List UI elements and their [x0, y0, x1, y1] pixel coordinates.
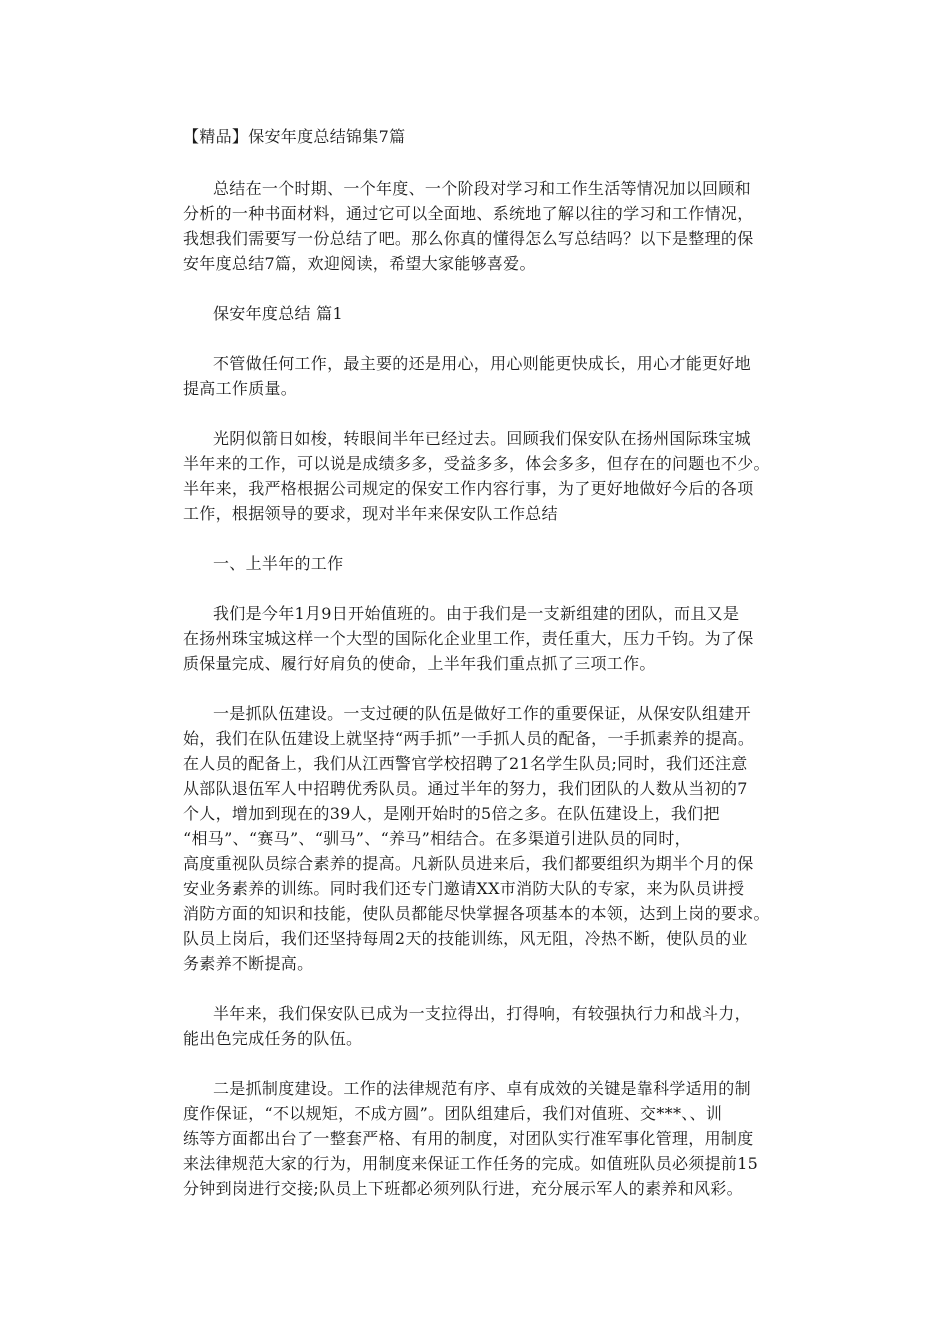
para4-line-3: 在人员的配备上，我们从江西警官学校招聘了21名学生队员;同时，我们还注意: [183, 754, 748, 773]
para4-line-2: 始，我们在队伍建设上就坚持“两手抓”一手抓人员的配备，一手抓素养的提高。: [183, 729, 755, 748]
para2-line-1: 光阴似箭日如梭，转眼间半年已经过去。回顾我们保安队在扬州国际珠宝城: [213, 429, 751, 448]
section-heading: 保安年度总结 篇1: [213, 304, 343, 323]
intro-line-1: 总结在一个时期、一个年度、一个阶段对学习和工作生活等情况加以回顾和: [213, 179, 751, 198]
para6-line-2: 度作保证，“不以规矩，不成方圆”。团队组建后，我们对值班、交***、、训: [183, 1104, 723, 1123]
para4-line-11: 务素养不断提高。: [183, 954, 314, 973]
para4-line-8: 安业务素养的训练。同时我们还专门邀请XX市消防大队的专家，来为队员讲授: [183, 879, 745, 898]
para5-line-2: 能出色完成任务的队伍。: [183, 1029, 363, 1048]
para6-line-1: 二是抓制度建设。工作的法律规范有序、卓有成效的关键是靠科学适用的制: [213, 1079, 751, 1098]
para4-line-5: 个人，增加到现在的39人，是刚开始时的5倍之多。在队伍建设上，我们把: [183, 804, 720, 823]
intro-line-4: 安年度总结7篇，欢迎阅读，希望大家能够喜爱。: [183, 254, 536, 273]
document-title: 【精品】保安年度总结锦集7篇: [183, 127, 406, 146]
para6-line-3: 练等方面都出台了一整套严格、有用的制度，对团队实行准军事化管理，用制度: [183, 1129, 754, 1148]
para1-line-1: 不管做任何工作，最主要的还是用心，用心则能更快成长，用心才能更好地: [213, 354, 751, 373]
para2-line-2: 半年来的工作，可以说是成绩多多，受益多多，体会多多，但存在的问题也不少。: [183, 454, 770, 473]
subheading: 一、上半年的工作: [213, 554, 344, 573]
para4-line-10: 队员上岗后，我们还坚持每周2天的技能训练，风无阻，冷热不断，使队员的业: [183, 929, 748, 948]
para2-line-4: 工作，根据领导的要求，现对半年来保安队工作总结: [183, 504, 558, 523]
para1-line-2: 提高工作质量。: [183, 379, 298, 398]
para2-line-3: 半年来，我严格根据公司规定的保安工作内容行事，为了更好地做好今后的各项: [183, 479, 754, 498]
para3-line-1: 我们是今年1月9日开始值班的。由于我们是一支新组建的团队，而且又是: [213, 604, 740, 623]
intro-line-2: 分析的一种书面材料，通过它可以全面地、系统地了解以往的学习和工作情况，: [183, 204, 754, 223]
para4-line-7: 高度重视队员综合素养的提高。凡新队员进来后，我们都要组织为期半个月的保: [183, 854, 754, 873]
para4-line-4: 从部队退伍军人中招聘优秀队员。通过半年的努力，我们团队的人数从当初的7: [183, 779, 748, 798]
para4-line-1: 一是抓队伍建设。一支过硬的队伍是做好工作的重要保证，从保安队组建开: [213, 704, 751, 723]
para5-line-1: 半年来，我们保安队已成为一支拉得出，打得响，有较强执行力和战斗力，: [213, 1004, 751, 1023]
intro-line-3: 我想我们需要写一份总结了吧。那么你真的懂得怎么写总结吗？以下是整理的保: [183, 229, 754, 248]
para4-line-9: 消防方面的知识和技能，使队员都能尽快掌握各项基本的本领，达到上岗的要求。: [183, 904, 770, 923]
para4-line-6: “相马”、“赛马”、“驯马”、“养马”相结合。在多渠道引进队员的同时，: [183, 829, 691, 848]
para3-line-3: 质保量完成、履行好肩负的使命，上半年我们重点抓了三项工作。: [183, 654, 656, 673]
para3-line-2: 在扬州珠宝城这样一个大型的国际化企业里工作，责任重大，压力千钧。为了保: [183, 629, 754, 648]
para6-line-5: 分钟到岗进行交接;队员上下班都必须列队行进，充分展示军人的素养和风彩。: [183, 1179, 743, 1198]
para6-line-4: 来法律规范大家的行为，用制度来保证工作任务的完成。如值班队员必须提前15: [183, 1154, 759, 1173]
